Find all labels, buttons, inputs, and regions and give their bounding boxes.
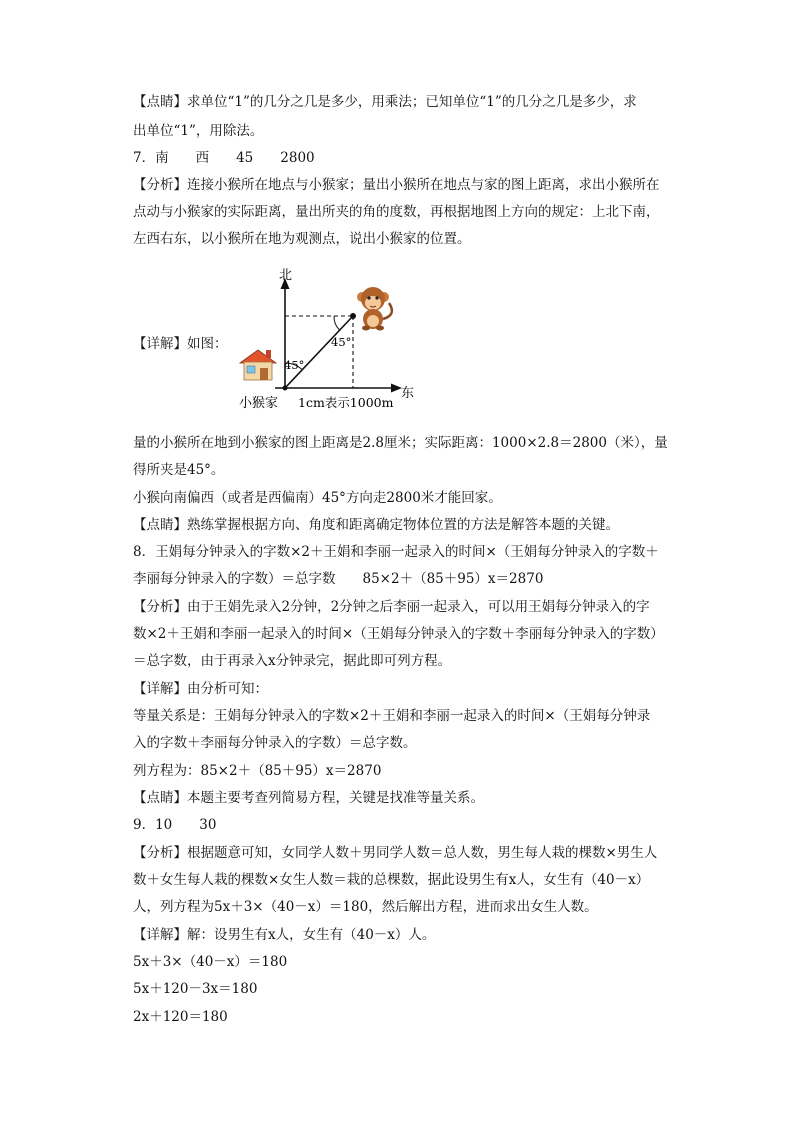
home-point (283, 386, 288, 391)
text-line: 左西右东，以小猴所在地为观测点，说出小猴家的位置。 (133, 231, 471, 247)
question-9-answer: 9．10 30 (133, 817, 217, 833)
angle-label-top: 45° (331, 335, 352, 349)
text-line: 数×2＋王娟和李丽一起录入的时间×（王娟每分钟录入的字数＋李丽每分钟录入的字数） (133, 626, 664, 642)
monkey-icon (357, 287, 392, 331)
text-line: 【点睛】熟练掌握根据方向、角度和距离确定物体位置的方法是解答本题的关键。 (133, 517, 619, 533)
text-line: 【点睛】求单位“1”的几分之几是多少，用乘法；已知单位“1”的几分之几是多少，求 (133, 94, 637, 110)
equation-line: 5x＋3×（40－x）＝180 (133, 954, 288, 970)
text-line: 【详解】解：设男生有x人，女生有（40－x）人。 (133, 927, 436, 943)
house-icon (240, 350, 276, 380)
text-line: 列方程为：85×2＋（85＋95）x＝2870 (133, 763, 382, 779)
angle-label-bottom: 45° (284, 358, 305, 372)
text-line: 点动与小猴家的实际距离，量出所夹的角的度数，再根据地图上方向的规定：上北下南， (133, 204, 660, 220)
text-line: 【分析】连接小猴所在地点与小猴家；量出小猴所在地点与家的图上距离，求出小猴所在 (133, 177, 660, 193)
text-line: 数＋女生每人栽的棵数×女生人数＝栽的总棵数，据此设男生有x人，女生有（40－x） (133, 872, 650, 888)
text-line: 【详解】由分析可知： (133, 681, 268, 697)
north-label: 北 (279, 268, 293, 283)
detail-label: 【详解】如图： (133, 336, 228, 352)
text-line: 量的小猴所在地到小猴家的图上距离是2.8厘米；实际距离：1000×2.8＝2800（米），量 (133, 435, 668, 451)
scale-label: 1cm表示1000m (298, 395, 394, 410)
text-line: 小猴向南偏西（或者是西偏南）45°方向走2800米才能回家。 (133, 490, 502, 506)
text-line: 入的字数＋李丽每分钟录入的字数）＝总字数。 (133, 735, 417, 751)
text-line: 出单位“1”，用除法。 (133, 123, 264, 139)
question-7-answer: 7．南 西 45 2800 (133, 150, 315, 166)
connection-line (285, 316, 353, 388)
east-label: 东 (401, 386, 415, 401)
text-line: 李丽每分钟录入的字数）＝总字数 85×2＋（85＋95）x＝2870 (133, 571, 544, 587)
text-line: 【分析】由于王娟先录入2分钟，2分钟之后李丽一起录入，可以用王娟每分钟录入的字 (133, 599, 650, 615)
text-line: ＝总字数，由于再录入x分钟录完，据此即可列方程。 (133, 653, 452, 669)
home-label: 小猴家 (239, 396, 279, 411)
direction-diagram (235, 265, 415, 415)
text-line: 得所夹是45°。 (133, 462, 225, 478)
monkey-point (350, 313, 356, 319)
text-line: 等量关系是：王娟每分钟录入的字数×2＋王娟和李丽一起录入的时间×（王娟每分钟录 (133, 708, 651, 724)
equation-line: 5x＋120－3x＝180 (133, 981, 258, 997)
text-line: 【点睛】本题主要考查列简易方程，关键是找准等量关系。 (133, 790, 484, 806)
equation-line: 2x＋120＝180 (133, 1009, 228, 1025)
angle-arc-top (334, 316, 340, 330)
question-8-answer: 8．王娟每分钟录入的字数×2＋王娟和李丽一起录入的时间×（王娟每分钟录入的字数＋ (133, 544, 659, 560)
text-line: 人，列方程为5x＋3×（40－x）＝180，然后解出方程，进而求出女生人数。 (133, 899, 598, 915)
text-line: 【分析】根据题意可知，女同学人数＋男同学人数＝总人数，男生每人栽的棵数×男生人 (133, 845, 658, 861)
